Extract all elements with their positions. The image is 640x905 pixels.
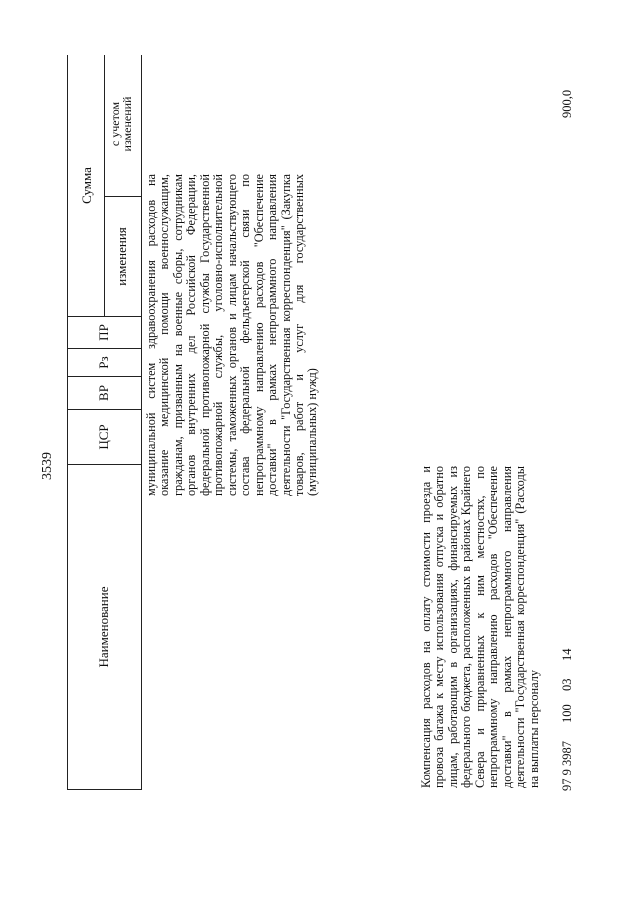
header-change: изменения <box>114 227 129 286</box>
header-rz: Рз <box>96 356 111 369</box>
row1-name: муниципальной систем здравоохранения расходов на оказание медицинской помощи военнослужащим, гражданам, призванным на военные сборы, сотрудникам органов внутренних дел Российской Федерации, федеральной противопожарной службы Государственной противопожарной службы, уголовно-исполнительной системы, таможенных органов и лицам начальствующего состава федеральной фельдъегерской связи по непрограммному направлению расходов "Обеспечение доставки" в рамках непрограммного направления деятельности "Государственная корреспонденция" (Закупка товаров, работ и услуг для государственных (муниципальных) нужд) <box>144 174 320 496</box>
table-left-border <box>67 789 142 790</box>
header-bottom-border <box>141 55 142 790</box>
table-top-border <box>67 55 68 790</box>
header-vr: ВР <box>96 385 111 401</box>
row2-name: Компенсация расходов на оплату стоимости проезда и провоза багажа к месту использования отпуска и обратно лицам, работающим в организациях, финансируемых из федерального бюджета, расположенных в районах Крайнего Севера и приравненных к ним местностях, по непрограммному направлению расходов "Обеспечение доставки" в рамках непрограммного направления деятельности "Государственная корреспонденция" (Расходы на выплаты персоналу <box>419 466 541 788</box>
row2-csr: 97 9 3987 <box>560 741 574 791</box>
header-csr: ЦСР <box>96 424 111 450</box>
row2-pr: 14 <box>560 648 574 661</box>
header-sum: Сумма <box>79 167 94 204</box>
header-with-changes: с учетом изменений <box>108 96 134 152</box>
header-pr: ПР <box>96 324 111 341</box>
page-number: 3539 <box>40 452 55 480</box>
header-name: Наименование <box>96 586 111 668</box>
row2-vr: 100 <box>560 704 574 723</box>
row2-rz: 03 <box>560 678 574 691</box>
sum-subheader-line <box>104 55 105 317</box>
row2-with-changes: 900,0 <box>560 89 574 118</box>
